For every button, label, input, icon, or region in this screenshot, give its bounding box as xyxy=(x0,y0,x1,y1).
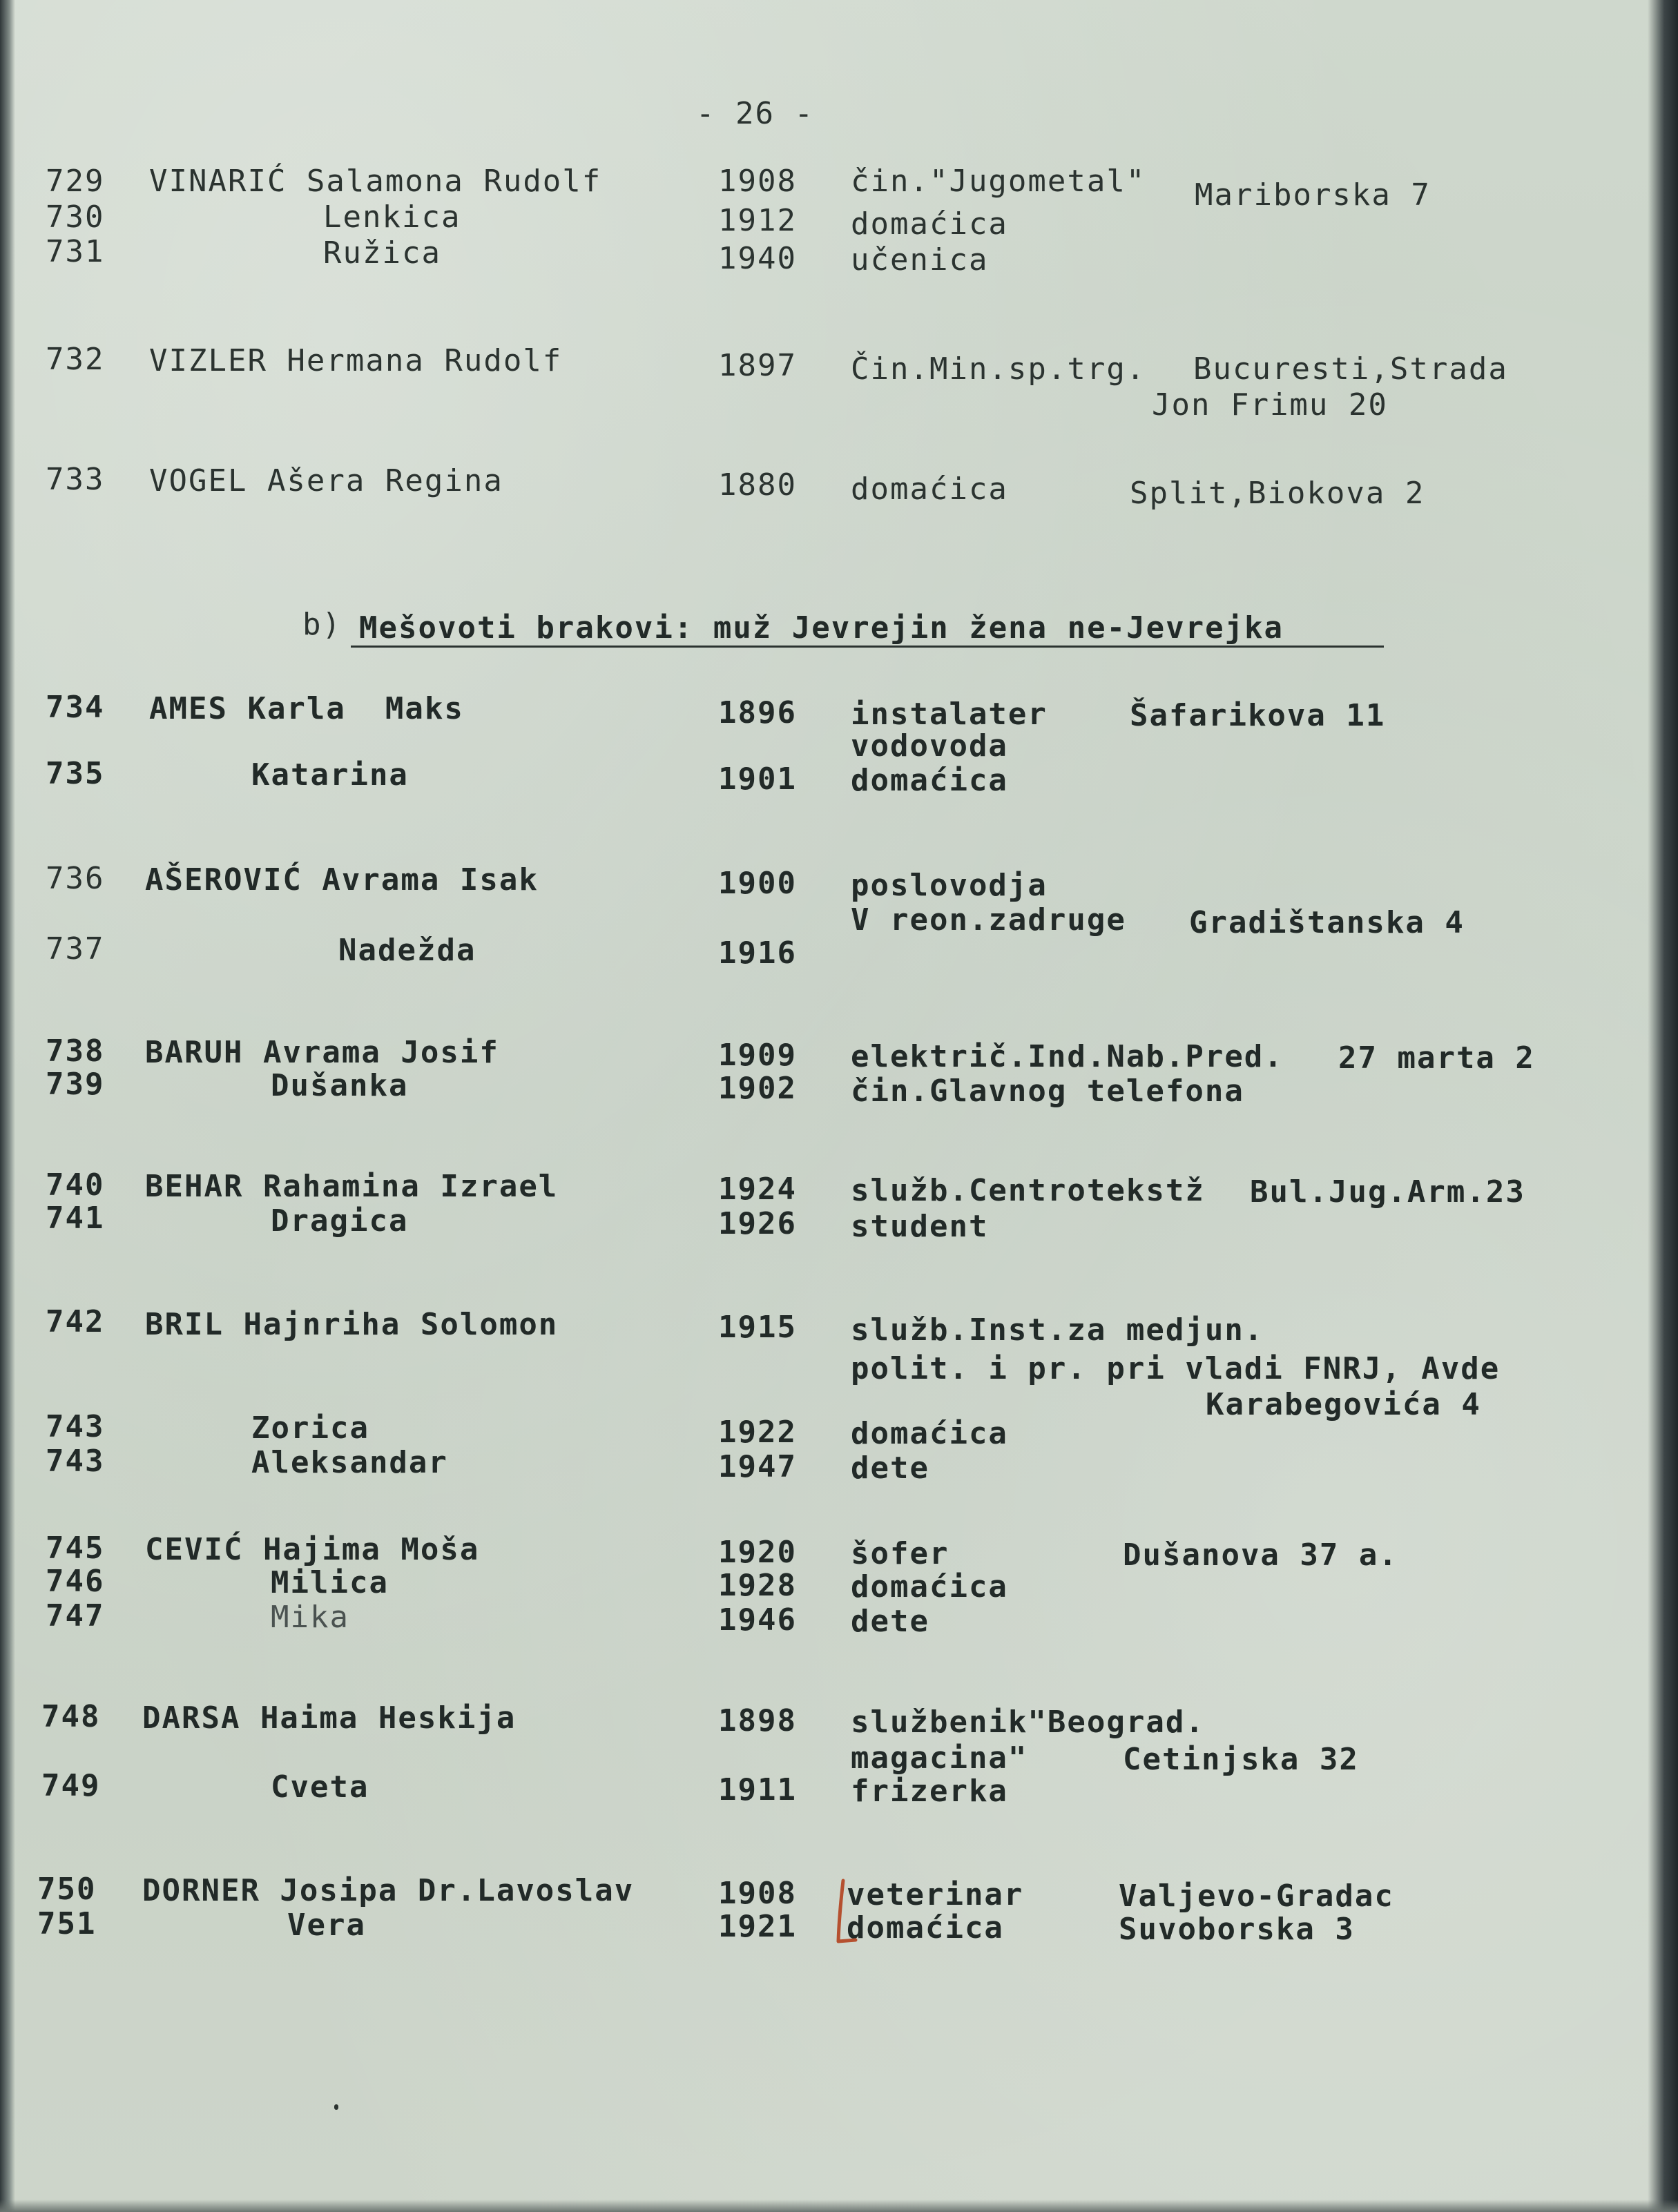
entry-year: 1947 xyxy=(718,1449,797,1484)
entry-year: 1880 xyxy=(718,467,797,503)
entry-occupation: domaćica xyxy=(851,1569,1008,1604)
entry-year: 1897 xyxy=(718,348,797,383)
entry-occupation: šofer xyxy=(851,1536,949,1571)
entry-number: 751 xyxy=(37,1906,97,1941)
entry-occupation: domaćica xyxy=(851,472,1008,507)
handwritten-check-mark xyxy=(832,1878,860,1954)
entry-occupation-line2: polit. i pr. pri vladi FNRJ, Avde xyxy=(851,1351,1501,1386)
entry-year: 1916 xyxy=(718,935,797,971)
entry-name: AŠEROVIĆ Avrama Isak xyxy=(145,862,539,898)
entry-number: 742 xyxy=(46,1304,105,1339)
entry-name: Dušanka xyxy=(271,1068,409,1103)
entry-name: DORNER Josipa Dr.Lavoslav xyxy=(142,1873,635,1908)
entry-name: Aleksandar xyxy=(251,1445,448,1480)
entry-number: 737 xyxy=(46,931,105,967)
entry-occupation-line2: V reon.zadruge xyxy=(851,902,1126,938)
entry-occupation: frizerka xyxy=(851,1774,1008,1809)
scan-edge-right xyxy=(1648,0,1678,2212)
entry-occupation: električ.Ind.Nab.Pred. xyxy=(851,1039,1284,1074)
entry-occupation: domaćica xyxy=(851,1416,1008,1451)
ink-speck xyxy=(334,2104,338,2110)
entry-name: BEHAR Rahamina Izrael xyxy=(145,1169,559,1204)
entry-occupation: student xyxy=(851,1209,989,1244)
entry-address: Bul.Jug.Arm.23 xyxy=(1250,1174,1525,1210)
entry-address-line2: Jon Frimu 20 xyxy=(1152,387,1388,423)
entry-address: Mariborska 7 xyxy=(1195,177,1431,213)
entry-name: Milica xyxy=(271,1565,389,1600)
entry-year: 1908 xyxy=(718,1876,797,1911)
entry-name: Ružica xyxy=(323,235,441,271)
entry-address: Cetinjska 32 xyxy=(1123,1742,1359,1777)
entry-number: 735 xyxy=(46,756,105,791)
section-heading-prefix: b) xyxy=(302,607,342,642)
entry-occupation: domaćica xyxy=(851,763,1008,798)
entry-year: 1898 xyxy=(718,1703,797,1738)
entry-occupation: dete xyxy=(851,1451,929,1486)
entry-occupation: instalater xyxy=(851,697,1048,732)
entry-name: Zorica xyxy=(251,1410,369,1446)
entry-year: 1926 xyxy=(718,1206,797,1241)
entry-address: Suvoborska 3 xyxy=(1119,1912,1355,1947)
entry-number: 743 xyxy=(46,1409,105,1444)
entry-name: VINARIĆ Salamona Rudolf xyxy=(149,164,602,199)
entry-occupation: Čin.Min.sp.trg. xyxy=(851,351,1146,387)
section-heading: Mešovoti brakovi: muž Jevrejin žena ne-Jevrejka xyxy=(359,610,1284,646)
entry-occupation: služb.Centrotekstž xyxy=(851,1173,1205,1208)
entry-year: 1901 xyxy=(718,761,797,797)
entry-number: 745 xyxy=(46,1531,105,1566)
section-heading-underline xyxy=(351,646,1384,648)
entry-number: 747 xyxy=(46,1598,105,1633)
entry-number: 750 xyxy=(37,1872,97,1907)
entry-name: Vera xyxy=(287,1908,366,1943)
entry-number: 731 xyxy=(46,234,105,269)
entry-name: Lenkica xyxy=(323,200,461,235)
entry-occupation: službenik"Beograd. xyxy=(851,1705,1205,1740)
entry-number: 739 xyxy=(46,1067,105,1102)
entry-occupation: čin.Glavnog telefona xyxy=(851,1074,1244,1109)
entry-occupation: domaćica xyxy=(851,206,1008,242)
entry-occupation: veterinar xyxy=(847,1877,1024,1912)
entry-address: Gradištanska 4 xyxy=(1189,905,1465,940)
entry-year: 1924 xyxy=(718,1172,797,1207)
entry-number: 733 xyxy=(46,462,105,497)
entry-number: 736 xyxy=(46,861,105,896)
entry-name: Mika xyxy=(271,1600,349,1635)
entry-name: Dragica xyxy=(271,1203,409,1239)
entry-number: 732 xyxy=(46,342,105,377)
entry-year: 1921 xyxy=(718,1909,797,1944)
entry-name: Nadežda xyxy=(338,933,476,968)
entry-address: Valjevo-Gradac xyxy=(1119,1879,1394,1914)
entry-year: 1908 xyxy=(718,164,797,199)
entry-name: VOGEL Ašera Regina xyxy=(149,463,503,498)
entry-name: AMES Karla Maks xyxy=(149,691,464,726)
entry-number: 740 xyxy=(46,1167,105,1203)
entry-year: 1915 xyxy=(718,1310,797,1345)
entry-address: Karabegovića 4 xyxy=(1206,1387,1481,1422)
entry-year: 1900 xyxy=(718,866,797,901)
entry-year: 1946 xyxy=(718,1602,797,1638)
entry-year: 1909 xyxy=(718,1038,797,1073)
entry-number: 746 xyxy=(46,1564,105,1599)
entry-address: Split,Biokova 2 xyxy=(1130,476,1425,511)
entry-occupation: učenica xyxy=(851,242,989,278)
entry-address: Šafarikova 11 xyxy=(1130,698,1386,733)
entry-number: 748 xyxy=(41,1699,101,1734)
entry-name: Cveta xyxy=(271,1769,369,1805)
scan-edge-left xyxy=(0,0,15,2212)
entry-year: 1902 xyxy=(718,1071,797,1106)
entry-name: Katarina xyxy=(251,757,409,793)
entry-number: 749 xyxy=(41,1768,101,1803)
entry-year: 1911 xyxy=(718,1772,797,1807)
entry-number: 729 xyxy=(46,164,105,199)
entry-number: 738 xyxy=(46,1034,105,1069)
entry-occupation: čin."Jugometal" xyxy=(851,164,1146,199)
entry-address: Bucuresti,Strada xyxy=(1193,351,1508,387)
entry-occupation: služb.Inst.za medjun. xyxy=(851,1312,1264,1348)
entry-number: 741 xyxy=(46,1201,105,1236)
page-number: - 26 - xyxy=(696,96,814,131)
entry-name: BARUH Avrama Josif xyxy=(145,1035,499,1070)
entry-name: CEVIĆ Hajima Moša xyxy=(145,1532,480,1567)
entry-address: Dušanova 37 a. xyxy=(1123,1537,1398,1573)
entry-number: 730 xyxy=(46,200,105,235)
entry-year: 1920 xyxy=(718,1535,797,1570)
entry-occupation-line2: vodovoda xyxy=(851,728,1008,764)
entry-name: VIZLER Hermana Rudolf xyxy=(149,343,563,378)
entry-year: 1896 xyxy=(718,695,797,730)
entry-occupation: domaćica xyxy=(847,1910,1004,1946)
entry-number: 743 xyxy=(46,1444,105,1479)
entry-occupation-line2: magacina" xyxy=(851,1740,1028,1776)
entry-address: 27 marta 2 xyxy=(1338,1040,1535,1076)
entry-year: 1912 xyxy=(718,203,797,238)
entry-name: BRIL Hajnriha Solomon xyxy=(145,1307,559,1342)
entry-name: DARSA Haima Heskija xyxy=(142,1700,517,1736)
entry-occupation: poslovodja xyxy=(851,868,1048,903)
entry-year: 1922 xyxy=(718,1415,797,1450)
scan-edge-bottom xyxy=(0,2200,1678,2212)
entry-occupation: dete xyxy=(851,1604,929,1639)
entry-number: 734 xyxy=(46,690,105,725)
entry-year: 1928 xyxy=(718,1568,797,1603)
entry-year: 1940 xyxy=(718,241,797,276)
